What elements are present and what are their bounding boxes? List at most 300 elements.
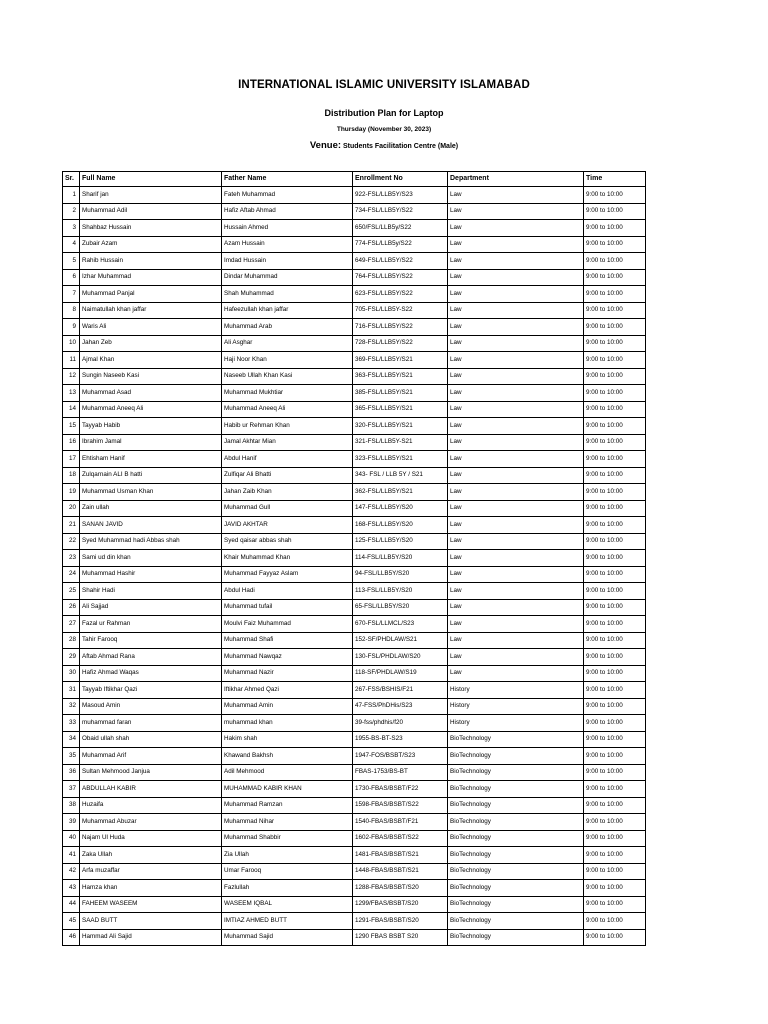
table-row (63, 748, 646, 765)
cell-department: Law (448, 368, 584, 385)
cell-time: 9:00 to 10:00 (584, 781, 646, 798)
cell-full-name: Muhammad Hashir (80, 566, 222, 583)
column-header-department: Department (448, 172, 584, 187)
cell-full-name: Zaka Ullah (80, 847, 222, 864)
cell-full-name: Ibrahim Jamal (80, 434, 222, 451)
cell-enrollment-no: 1291-FBAS/BSBT/S20 (353, 913, 448, 930)
cell-department: Law (448, 599, 584, 616)
cell-enrollment-no: 267-FSS/BSHIS/F21 (353, 682, 448, 699)
cell-time: 9:00 to 10:00 (584, 220, 646, 237)
cell-father-name: Fateh Muhammad (222, 187, 353, 204)
cell-time: 9:00 to 10:00 (584, 236, 646, 253)
cell-full-name: Zulqarnain ALI B hatti (80, 467, 222, 484)
cell-department: History (448, 715, 584, 732)
cell-father-name: Shah Muhammad (222, 286, 353, 303)
cell-enrollment-no: 670-FSL/LLMCL/S23 (353, 616, 448, 633)
cell-enrollment-no: 774-FSL/LLB5y/S22 (353, 236, 448, 253)
cell-father-name: Muhammad Nazir (222, 665, 353, 682)
cell-time: 9:00 to 10:00 (584, 649, 646, 666)
cell-sr: 42 (63, 863, 80, 880)
cell-enrollment-no: 1598-FBAS/BSBT/S22 (353, 797, 448, 814)
cell-enrollment-no: 1299/FBAS/BSBT/S20 (353, 896, 448, 913)
cell-full-name: Sami ud din khan (80, 550, 222, 567)
cell-time: 9:00 to 10:00 (584, 913, 646, 930)
cell-full-name: Obaid ullah shah (80, 731, 222, 748)
table-body (63, 187, 646, 946)
cell-enrollment-no: 125-FSL/LLB5Y/S20 (353, 533, 448, 550)
cell-father-name: Muhammad Arab (222, 319, 353, 336)
cell-enrollment-no: 1540-FBAS/BSBT/F21 (353, 814, 448, 831)
cell-enrollment-no: 343- FSL / LLB 5Y / S21 (353, 467, 448, 484)
cell-full-name: Naimatullah khan jaffar (80, 302, 222, 319)
table-row (63, 847, 646, 864)
cell-department: Law (448, 203, 584, 220)
cell-enrollment-no: 650/FSL/LLB5y/S22 (353, 220, 448, 237)
cell-father-name: Hafeezullah khan jaffar (222, 302, 353, 319)
cell-enrollment-no: 734-FSL/LLB5Y/S22 (353, 203, 448, 220)
cell-time: 9:00 to 10:00 (584, 434, 646, 451)
cell-department: Law (448, 352, 584, 369)
cell-sr: 32 (63, 698, 80, 715)
cell-full-name: Tayyab Iftikhar Qazi (80, 682, 222, 699)
cell-sr: 39 (63, 814, 80, 831)
cell-sr: 26 (63, 599, 80, 616)
cell-time: 9:00 to 10:00 (584, 896, 646, 913)
cell-department: BioTechnology (448, 929, 584, 946)
table-row (63, 203, 646, 220)
cell-sr: 17 (63, 451, 80, 468)
cell-time: 9:00 to 10:00 (584, 632, 646, 649)
cell-father-name: IMTIAZ AHMED BUTT (222, 913, 353, 930)
cell-full-name: Izhar Muhammad (80, 269, 222, 286)
cell-full-name: Muhammad Adil (80, 203, 222, 220)
cell-sr: 24 (63, 566, 80, 583)
cell-enrollment-no: 1290 FBAS BSBT S20 (353, 929, 448, 946)
cell-father-name: Umar Farooq (222, 863, 353, 880)
table-row (63, 500, 646, 517)
table-row (63, 434, 646, 451)
cell-father-name: Fazlullah (222, 880, 353, 897)
cell-sr: 1 (63, 187, 80, 204)
table-row (63, 599, 646, 616)
cell-time: 9:00 to 10:00 (584, 203, 646, 220)
cell-time: 9:00 to 10:00 (584, 302, 646, 319)
table-header-row (63, 172, 646, 187)
cell-full-name: Tayyab Habib (80, 418, 222, 435)
cell-enrollment-no: 363-FSL/LLB5Y/S21 (353, 368, 448, 385)
cell-enrollment-no: 1730-FBAS/BSBT/F22 (353, 781, 448, 798)
cell-full-name: Muhammad Arif (80, 748, 222, 765)
cell-department: BioTechnology (448, 764, 584, 781)
cell-father-name: Muhammad Nihar (222, 814, 353, 831)
cell-full-name: Rahib Hussain (80, 253, 222, 270)
cell-sr: 13 (63, 385, 80, 402)
column-header-father-name: Father Name (222, 172, 353, 187)
cell-sr: 21 (63, 517, 80, 534)
cell-father-name: Ali Asghar (222, 335, 353, 352)
cell-full-name: Ajmal Khan (80, 352, 222, 369)
table-row (63, 236, 646, 253)
cell-department: Law (448, 632, 584, 649)
cell-time: 9:00 to 10:00 (584, 368, 646, 385)
cell-father-name: Haji Noor Khan (222, 352, 353, 369)
table-row (63, 451, 646, 468)
cell-father-name: Muhammad Fayyaz Aslam (222, 566, 353, 583)
cell-full-name: Sultan Mehmood Janjua (80, 764, 222, 781)
cell-sr: 12 (63, 368, 80, 385)
cell-full-name: Muhammad Usman Khan (80, 484, 222, 501)
table-row (63, 698, 646, 715)
table-row (63, 220, 646, 237)
cell-sr: 8 (63, 302, 80, 319)
table-row (63, 781, 646, 798)
cell-sr: 46 (63, 929, 80, 946)
cell-time: 9:00 to 10:00 (584, 731, 646, 748)
cell-full-name: Tahir Farooq (80, 632, 222, 649)
cell-father-name: Naseeb Ullah Khan Kasi (222, 368, 353, 385)
cell-sr: 11 (63, 352, 80, 369)
cell-time: 9:00 to 10:00 (584, 269, 646, 286)
table-row (63, 814, 646, 831)
cell-enrollment-no: 152-SF/PHDLAW/S21 (353, 632, 448, 649)
cell-department: Law (448, 187, 584, 204)
cell-department: BioTechnology (448, 814, 584, 831)
cell-sr: 40 (63, 830, 80, 847)
cell-time: 9:00 to 10:00 (584, 566, 646, 583)
cell-department: Law (448, 269, 584, 286)
cell-enrollment-no: 365-FSL/LLB5Y/S21 (353, 401, 448, 418)
cell-full-name: ABDULLAH KABIR (80, 781, 222, 798)
cell-department: Law (448, 418, 584, 435)
distribution-date: Thursday (November 30, 2023) (336, 126, 432, 133)
cell-department: Law (448, 616, 584, 633)
cell-father-name: Muhammad Amin (222, 698, 353, 715)
cell-sr: 4 (63, 236, 80, 253)
table-row (63, 764, 646, 781)
cell-enrollment-no: 1288-FBAS/BSBT/S20 (353, 880, 448, 897)
cell-sr: 33 (63, 715, 80, 732)
cell-full-name: Syed Muhammad hadi Abbas shah (80, 533, 222, 550)
cell-department: Law (448, 649, 584, 666)
cell-department: Law (448, 401, 584, 418)
cell-sr: 36 (63, 764, 80, 781)
cell-sr: 31 (63, 682, 80, 699)
cell-father-name: Zulfiqar Ali Bhatti (222, 467, 353, 484)
cell-department: Law (448, 484, 584, 501)
cell-full-name: Muhammad Aneeq Ali (80, 401, 222, 418)
cell-father-name: Jahan Zaib Khan (222, 484, 353, 501)
cell-enrollment-no: 705-FSL/LLB5Y-S22 (353, 302, 448, 319)
cell-department: BioTechnology (448, 847, 584, 864)
cell-department: BioTechnology (448, 830, 584, 847)
cell-department: Law (448, 236, 584, 253)
table-row (63, 385, 646, 402)
cell-time: 9:00 to 10:00 (584, 929, 646, 946)
cell-enrollment-no: 168-FSL/LLB5Y/S20 (353, 517, 448, 534)
cell-department: Law (448, 451, 584, 468)
cell-department: BioTechnology (448, 731, 584, 748)
cell-sr: 43 (63, 880, 80, 897)
cell-father-name: Zia Ullah (222, 847, 353, 864)
cell-time: 9:00 to 10:00 (584, 500, 646, 517)
cell-department: Law (448, 220, 584, 237)
cell-department: Law (448, 533, 584, 550)
cell-full-name: Jahan Zeb (80, 335, 222, 352)
cell-sr: 20 (63, 500, 80, 517)
cell-department: BioTechnology (448, 896, 584, 913)
table-row (63, 484, 646, 501)
cell-enrollment-no: 1947-FOS/BSBT/S23 (353, 748, 448, 765)
cell-father-name: Hussain Ahmed (222, 220, 353, 237)
cell-time: 9:00 to 10:00 (584, 253, 646, 270)
cell-time: 9:00 to 10:00 (584, 748, 646, 765)
cell-father-name: Moulvi Faiz Muhammad (222, 616, 353, 633)
table-row (63, 682, 646, 699)
cell-department: Law (448, 500, 584, 517)
cell-department: BioTechnology (448, 863, 584, 880)
cell-sr: 44 (63, 896, 80, 913)
cell-enrollment-no: 114-FSL/LLB5Y/S20 (353, 550, 448, 567)
cell-time: 9:00 to 10:00 (584, 682, 646, 699)
cell-time: 9:00 to 10:00 (584, 764, 646, 781)
table-row (63, 863, 646, 880)
cell-time: 9:00 to 10:00 (584, 814, 646, 831)
cell-father-name: Jamal Akhtar Mian (222, 434, 353, 451)
cell-father-name: Syed qaisar abbas shah (222, 533, 353, 550)
cell-sr: 6 (63, 269, 80, 286)
cell-enrollment-no: 1448-FBAS/BSBT/S21 (353, 863, 448, 880)
table-row (63, 286, 646, 303)
cell-sr: 7 (63, 286, 80, 303)
cell-time: 9:00 to 10:00 (584, 665, 646, 682)
cell-sr: 35 (63, 748, 80, 765)
table-row (63, 583, 646, 600)
table-row (63, 649, 646, 666)
cell-enrollment-no: 728-FSL/LLB5Y/S22 (353, 335, 448, 352)
cell-time: 9:00 to 10:00 (584, 451, 646, 468)
cell-full-name: Zain ullah (80, 500, 222, 517)
column-header-time: Time (584, 172, 646, 187)
cell-full-name: Ali Sajjad (80, 599, 222, 616)
column-header-full-name: Full Name (80, 172, 222, 187)
plan-subtitle: Distribution Plan for Laptop (324, 108, 444, 118)
cell-enrollment-no: 1602-FBAS/BSBT/S22 (353, 830, 448, 847)
cell-full-name: Masoud Amin (80, 698, 222, 715)
cell-sr: 16 (63, 434, 80, 451)
cell-enrollment-no: 130-FSL/PHDLAW/S20 (353, 649, 448, 666)
cell-father-name: Muhammad Shabbir (222, 830, 353, 847)
cell-full-name: Najam Ul Huda (80, 830, 222, 847)
distribution-table (62, 171, 646, 946)
cell-father-name: Muhammad Nawqaz (222, 649, 353, 666)
cell-time: 9:00 to 10:00 (584, 533, 646, 550)
table-row (63, 302, 646, 319)
cell-department: History (448, 682, 584, 699)
cell-father-name: Hakim shah (222, 731, 353, 748)
cell-time: 9:00 to 10:00 (584, 797, 646, 814)
cell-full-name: muhammad faran (80, 715, 222, 732)
cell-sr: 45 (63, 913, 80, 930)
cell-enrollment-no: 321-FSL/LLB5Y-S21 (353, 434, 448, 451)
cell-department: Law (448, 302, 584, 319)
cell-full-name: Arfa muzaffar (80, 863, 222, 880)
table-row (63, 269, 646, 286)
cell-department: Law (448, 467, 584, 484)
table-row (63, 830, 646, 847)
cell-time: 9:00 to 10:00 (584, 484, 646, 501)
cell-full-name: Sungin Naseeb Kasi (80, 368, 222, 385)
cell-full-name: Huzaifa (80, 797, 222, 814)
cell-time: 9:00 to 10:00 (584, 583, 646, 600)
cell-time: 9:00 to 10:00 (584, 319, 646, 336)
cell-time: 9:00 to 10:00 (584, 286, 646, 303)
cell-time: 9:00 to 10:00 (584, 830, 646, 847)
table-row (63, 715, 646, 732)
cell-full-name: Muhammad Abuzar (80, 814, 222, 831)
cell-time: 9:00 to 10:00 (584, 517, 646, 534)
cell-father-name: Azam Hussain (222, 236, 353, 253)
cell-full-name: FAHEEM WASEEM (80, 896, 222, 913)
cell-department: Law (448, 319, 584, 336)
cell-father-name: Muhammad Aneeq Ali (222, 401, 353, 418)
column-header-enrollment-no: Enrollment No (353, 172, 448, 187)
cell-enrollment-no: 47-FSS/PhDHis/S23 (353, 698, 448, 715)
cell-father-name: Adil Mehmood (222, 764, 353, 781)
cell-sr: 5 (63, 253, 80, 270)
cell-enrollment-no: 39-fss/phdhis/f20 (353, 715, 448, 732)
cell-full-name: Hamza khan (80, 880, 222, 897)
cell-department: Law (448, 286, 584, 303)
cell-sr: 15 (63, 418, 80, 435)
table-row (63, 797, 646, 814)
cell-department: Law (448, 434, 584, 451)
cell-enrollment-no: 320-FSL/LLB5Y/S21 (353, 418, 448, 435)
cell-department: BioTechnology (448, 880, 584, 897)
column-header-sr: Sr. (63, 172, 80, 187)
cell-father-name: Iftikhar Ahmed Qazi (222, 682, 353, 699)
cell-enrollment-no: 362-FSL/LLB5Y/S21 (353, 484, 448, 501)
cell-sr: 29 (63, 649, 80, 666)
cell-father-name: Imdad Hussain (222, 253, 353, 270)
cell-full-name: Zubair Azam (80, 236, 222, 253)
cell-department: History (448, 698, 584, 715)
cell-father-name: Muhammad tufail (222, 599, 353, 616)
venue-value: Students Facilitation Centre (Male) (342, 143, 459, 150)
cell-enrollment-no: 623-FSL/LLB5Y/S22 (353, 286, 448, 303)
cell-sr: 3 (63, 220, 80, 237)
cell-time: 9:00 to 10:00 (584, 698, 646, 715)
cell-full-name: Muhammad Asad (80, 385, 222, 402)
cell-enrollment-no: 385-FSL/LLB5Y/S21 (353, 385, 448, 402)
cell-father-name: WASEEM IQBAL (222, 896, 353, 913)
table-row (63, 632, 646, 649)
cell-sr: 37 (63, 781, 80, 798)
cell-time: 9:00 to 10:00 (584, 335, 646, 352)
cell-sr: 14 (63, 401, 80, 418)
table-row (63, 253, 646, 270)
cell-time: 9:00 to 10:00 (584, 550, 646, 567)
cell-full-name: Shahbaz Hussain (80, 220, 222, 237)
cell-time: 9:00 to 10:00 (584, 467, 646, 484)
cell-department: BioTechnology (448, 913, 584, 930)
cell-sr: 19 (63, 484, 80, 501)
cell-time: 9:00 to 10:00 (584, 418, 646, 435)
table-row (63, 517, 646, 534)
cell-full-name: Hafiz Ahmad Waqas (80, 665, 222, 682)
cell-department: Law (448, 566, 584, 583)
table-row (63, 566, 646, 583)
cell-enrollment-no: FBAS-1753/BS-BT (353, 764, 448, 781)
cell-full-name: Waris Ali (80, 319, 222, 336)
cell-full-name: SAAD BUTT (80, 913, 222, 930)
cell-time: 9:00 to 10:00 (584, 880, 646, 897)
cell-enrollment-no: 649-FSL/LLB5Y/S22 (353, 253, 448, 270)
cell-enrollment-no: 94-FSL/LLB5Y/S20 (353, 566, 448, 583)
table-row (63, 533, 646, 550)
cell-time: 9:00 to 10:00 (584, 401, 646, 418)
cell-time: 9:00 to 10:00 (584, 187, 646, 204)
cell-father-name: JAVID AKHTAR (222, 517, 353, 534)
cell-father-name: muhammad khan (222, 715, 353, 732)
cell-enrollment-no: 113-FSL/LLB5Y/S20 (353, 583, 448, 600)
venue-line (0, 140, 768, 151)
cell-enrollment-no: 764-FSL/LLB5Y/S22 (353, 269, 448, 286)
cell-father-name: Khair Muhammad Khan (222, 550, 353, 567)
cell-department: BioTechnology (448, 781, 584, 798)
cell-sr: 22 (63, 533, 80, 550)
table-row (63, 731, 646, 748)
cell-father-name: Muhammad Sajid (222, 929, 353, 946)
table-row (63, 913, 646, 930)
cell-sr: 25 (63, 583, 80, 600)
table-row (63, 467, 646, 484)
cell-sr: 27 (63, 616, 80, 633)
table-row (63, 896, 646, 913)
cell-department: Law (448, 583, 584, 600)
cell-sr: 23 (63, 550, 80, 567)
table-row (63, 352, 646, 369)
cell-sr: 10 (63, 335, 80, 352)
cell-full-name: Ehtisham Hanif (80, 451, 222, 468)
table-row (63, 616, 646, 633)
cell-enrollment-no: 1481-FBAS/BSBT/S21 (353, 847, 448, 864)
cell-sr: 2 (63, 203, 80, 220)
cell-father-name: Habib ur Rehman Khan (222, 418, 353, 435)
cell-time: 9:00 to 10:00 (584, 599, 646, 616)
cell-sr: 18 (63, 467, 80, 484)
cell-sr: 34 (63, 731, 80, 748)
cell-father-name: Khawand Bakhsh (222, 748, 353, 765)
cell-sr: 41 (63, 847, 80, 864)
cell-full-name: Fazal ur Rahman (80, 616, 222, 633)
table-row (63, 880, 646, 897)
cell-full-name: Shahir Hadi (80, 583, 222, 600)
cell-enrollment-no: 922-FSL/LLB5Y/S23 (353, 187, 448, 204)
cell-full-name: Sharif jan (80, 187, 222, 204)
table-row (63, 319, 646, 336)
cell-full-name: Aftab Ahmad Rana (80, 649, 222, 666)
cell-full-name: Muhammad Panjal (80, 286, 222, 303)
table-row (63, 401, 646, 418)
cell-time: 9:00 to 10:00 (584, 352, 646, 369)
cell-enrollment-no: 118-SF/PHDLAW/S19 (353, 665, 448, 682)
cell-time: 9:00 to 10:00 (584, 715, 646, 732)
table-row (63, 418, 646, 435)
cell-time: 9:00 to 10:00 (584, 385, 646, 402)
cell-father-name: Dindar Muhammad (222, 269, 353, 286)
cell-department: Law (448, 253, 584, 270)
university-title: INTERNATIONAL ISLAMIC UNIVERSITY ISLAMABAD (238, 79, 530, 91)
